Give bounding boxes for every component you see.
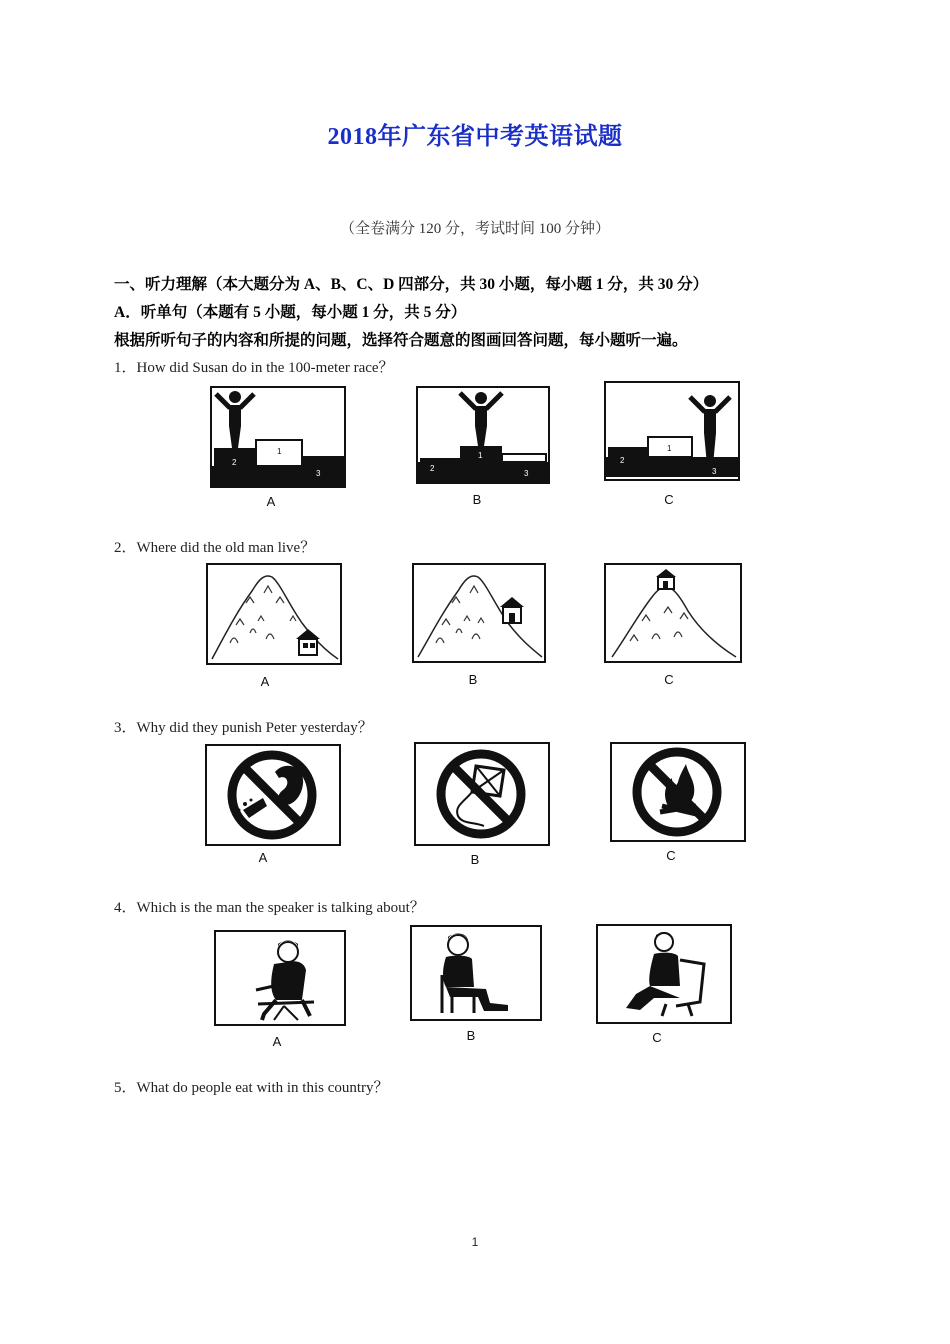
- question-number: 1．: [114, 360, 137, 376]
- option-c-label: C: [652, 1030, 662, 1045]
- question-3: [114, 716, 373, 737]
- option-c-label: C: [666, 848, 676, 863]
- podium-number: 1: [667, 444, 672, 453]
- option-a-label: A: [258, 850, 268, 865]
- question-number: 2．: [114, 540, 137, 556]
- man-office-chair-icon[interactable]: [214, 930, 346, 1026]
- section-heading: 一、听力理解（本大题分为 A、B、C、D 四部分，共 30 小题，每小题 1 分，共 30 分）: [114, 276, 709, 293]
- question-text: Where did the old man live？: [136, 540, 316, 556]
- question-2: [114, 536, 315, 557]
- podium-number: 2: [620, 456, 625, 465]
- part-a-heading: A．听单句（本题有 5 小题，每小题 1 分，共 5 分）: [114, 304, 467, 321]
- question-number: 5．: [114, 1080, 137, 1096]
- podium-number: 2: [430, 464, 435, 473]
- podium-number: 3: [524, 469, 529, 478]
- podium-number: 3: [712, 467, 717, 476]
- option-c-label: C: [664, 492, 674, 507]
- option-b-label: B: [472, 492, 482, 507]
- man-wooden-chair-icon[interactable]: [410, 925, 542, 1021]
- option-b-label: B: [470, 852, 480, 867]
- question-5: [114, 1076, 389, 1097]
- instruction: 根据所听句子的内容和所提的问题，选择符合题意的图画回答问题，每小题听一遍。: [114, 332, 688, 349]
- podium-number: 3: [316, 469, 321, 478]
- question-4: [114, 896, 425, 917]
- question-number: 4．: [114, 900, 137, 916]
- mountain-house-top-icon[interactable]: [604, 563, 742, 663]
- mountain-house-bottom-icon[interactable]: [206, 563, 342, 665]
- question-text: Which is the man the speaker is talking about？: [136, 900, 425, 916]
- podium-number: 2: [232, 458, 237, 467]
- option-a-label: A: [260, 674, 270, 689]
- man-armchair-icon[interactable]: [596, 924, 732, 1024]
- page-title: 2018年广东省中考英语试题: [327, 124, 623, 150]
- podium-third-icon[interactable]: [604, 381, 740, 481]
- podium-first-icon[interactable]: [210, 386, 346, 488]
- option-c-label: C: [664, 672, 674, 687]
- podium-number: 1: [478, 451, 483, 460]
- podium-number: 1: [277, 447, 282, 456]
- mountain-house-middle-icon[interactable]: [412, 563, 546, 663]
- page-number: 1: [471, 1235, 479, 1249]
- exam-note: （全卷满分 120 分，考试时间 100 分钟）: [339, 221, 610, 237]
- no-kite-sign-icon[interactable]: [414, 742, 550, 846]
- option-b-label: B: [468, 672, 478, 687]
- question-1: [114, 356, 394, 377]
- no-fire-sign-icon[interactable]: [610, 742, 746, 842]
- option-b-label: B: [466, 1028, 476, 1043]
- no-feeding-sign-icon[interactable]: [205, 744, 341, 846]
- option-a-label: A: [272, 1034, 282, 1049]
- question-text: Why did they punish Peter yesterday？: [136, 720, 373, 736]
- question-text: How did Susan do in the 100-meter race？: [136, 360, 394, 376]
- podium-second-icon[interactable]: [416, 386, 550, 484]
- question-number: 3．: [114, 720, 137, 736]
- question-text: What do people eat with in this country？: [136, 1080, 389, 1096]
- option-a-label: A: [266, 494, 276, 509]
